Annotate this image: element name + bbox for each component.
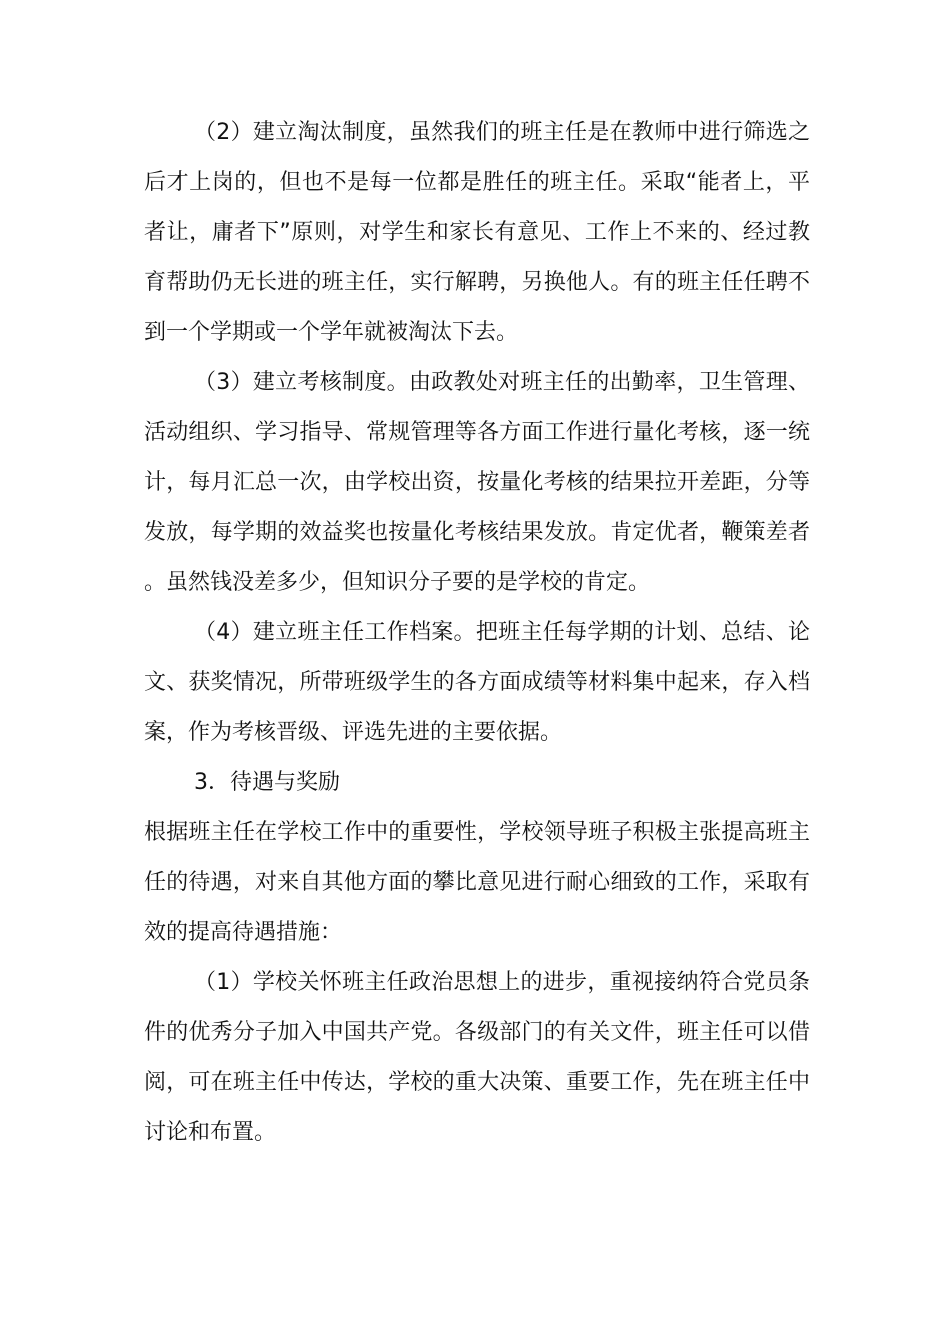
- paragraph-work-archive: （4）建立班主任工作档案。把班主任每学期的计划、总结、论文、获奖情况，所带班级学生的各方面成绩等材料集中起来，存入档案，作为考核晋级、评选先进的主要依据。: [144, 620, 810, 745]
- paragraph-political-care: （1）学校关怀班主任政治思想上的进步，重视接纳符合党员条件的优秀分子加入中国共产党。各级部门的有关文件，班主任可以借阅，可在班主任中传达，学校的重大决策、重要工作，先在班主任中讨论和布置。: [144, 970, 810, 1145]
- document-body: [144, 108, 810, 1158]
- paragraph-assessment-system: （3）建立考核制度。由政教处对班主任的出勤率，卫生管理、活动组织、学习指导、常规管理等各方面工作进行量化考核，逐一统计，每月汇总一次，由学校出资，按量化考核的结果拉开差距，分等发放，每学期的效益奖也按量化考核结果发放。肯定优者，鞭策差者。虽然钱没差多少，但知识分子要的是学校的肯定。: [144, 370, 810, 595]
- paragraph-treatment-intro: 根据班主任在学校工作中的重要性，学校领导班子积极主张提高班主任的待遇，对来自其他方面的攀比意见进行耐心细致的工作，采取有效的提高待遇措施：: [144, 820, 810, 945]
- section-heading-treatment-rewards: 3．待遇与奖励: [194, 770, 340, 795]
- paragraph-elimination-system: （2）建立淘汰制度，虽然我们的班主任是在教师中进行筛选之后才上岗的，但也不是每一位都是胜任的班主任。采取“能者上，平者让，庸者下”原则，对学生和家长有意见、工作上不来的、经过教育帮助仍无长进的班主任，实行解聘，另换他人。有的班主任任聘不到一个学期或一个学年就被淘汰下去。: [144, 120, 810, 345]
